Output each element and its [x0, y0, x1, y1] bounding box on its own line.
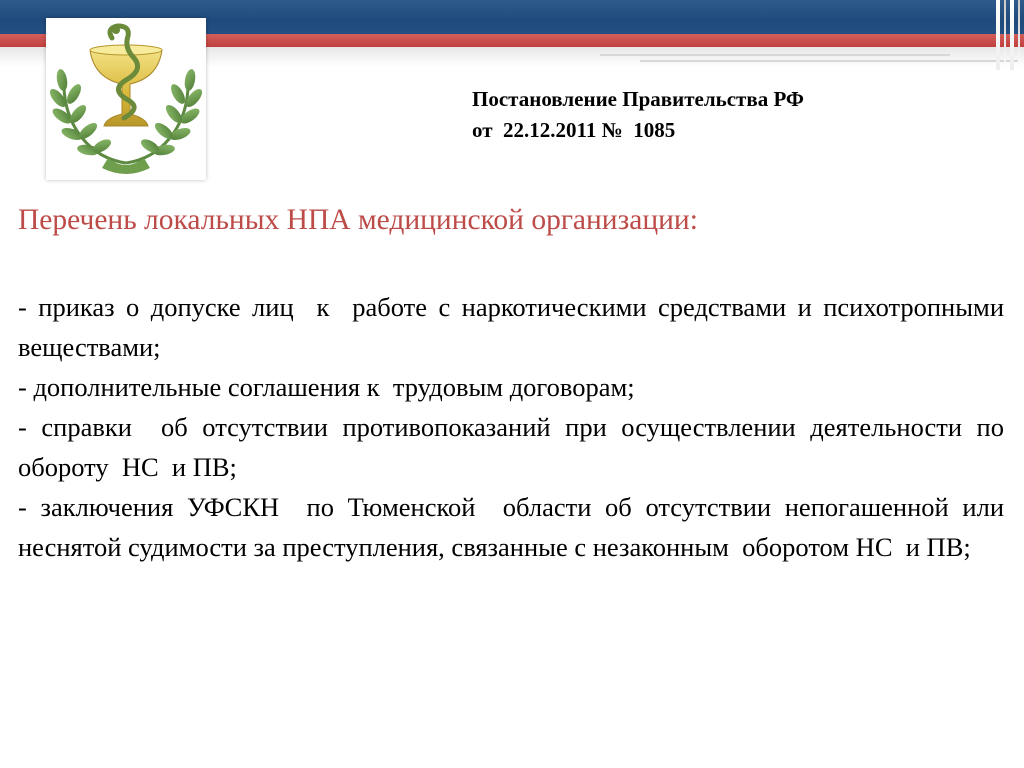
documents-list — [18, 287, 1018, 567]
medical-logo — [46, 18, 206, 180]
banner-vertical-line — [996, 0, 1000, 70]
decree-title: Постановление Правительства РФ — [472, 87, 804, 111]
decree-date-number: от 22.12.2011 № 1085 — [472, 118, 676, 142]
list-item: - дополнительные соглашения к трудовым договорам; — [18, 372, 635, 402]
list-item: - приказ о допуске лиц к работе с наркотическими средствами и психотропными веществами; — [18, 292, 1011, 362]
list-heading: Перечень локальных НПА медицинской организации: — [18, 204, 698, 236]
banner-stripe — [640, 60, 1020, 62]
banner-vertical-line — [1018, 0, 1020, 70]
list-item: - справки об отсутствии противопоказаний при осуществлении деятельности по обороту НС и ПВ; — [18, 412, 1018, 482]
banner-stripe — [600, 54, 950, 56]
banner-vertical-line — [1010, 0, 1014, 70]
list-item: - заключения УФСКН по Тюменской области об отсутствии непогашенной или неснятой судимости за преступления, связанные с незаконным оборотом НС и ПВ; — [18, 492, 1011, 562]
bowl-of-hygieia-icon — [46, 18, 206, 180]
document-reference — [472, 84, 992, 146]
banner-vertical-line — [1004, 0, 1006, 70]
